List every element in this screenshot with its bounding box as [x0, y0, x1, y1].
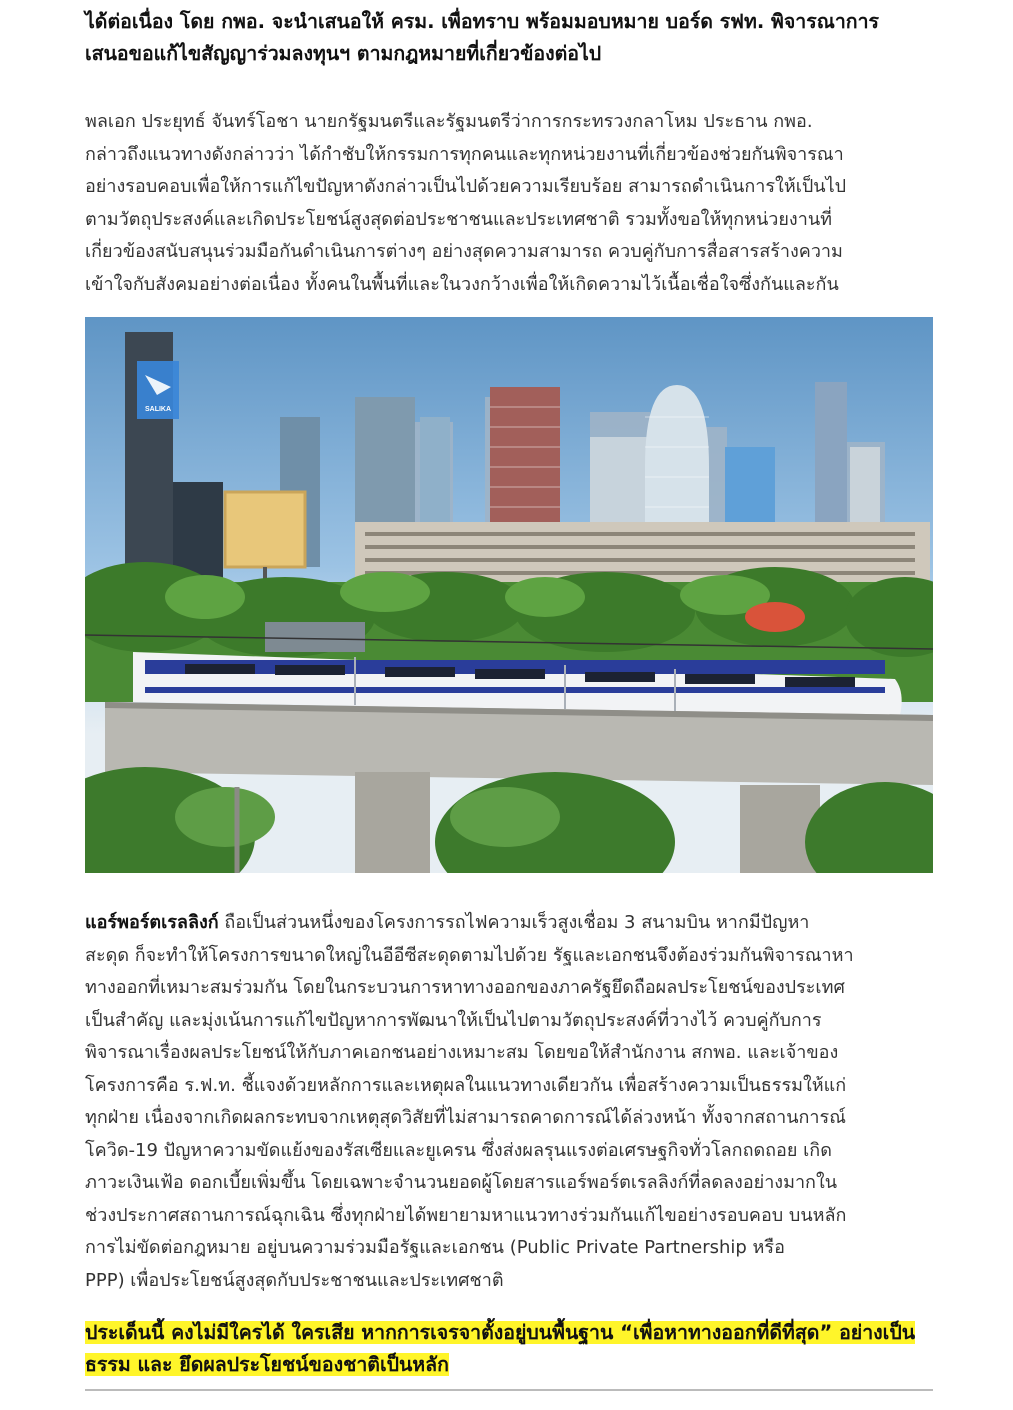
- lead-paragraph: [85, 0, 933, 70]
- highlight-line: ประเด็นนี้ คงไม่มีใครได้ ใครเสีย หากการเจรจาตั้งอยู่บนพื้นฐาน “เพื่อหาทางออกที่ดีที่สุด” อย่างเป็น: [85, 1321, 916, 1344]
- watermark-logo: SALIKA: [144, 406, 172, 413]
- text-line: เข้าใจกับสังคมอย่างต่อเนื่อง ทั้งคนในพื้นที่และในวงกว้างเพื่อให้เกิดความไว้เนื้อเชื่อใจซึ่งกันและกัน: [85, 273, 839, 295]
- text-line: เกี่ยวข้องสนับสนุนร่วมมือกันดำเนินการต่างๆ อย่างสุดความสามารถ ควบคู่กับการสื่อสารสร้างความ: [85, 241, 843, 262]
- paragraph-airport-rail-link: [85, 907, 933, 1297]
- text-line: ทุกฝ่าย เนื่องจากเกิดผลกระทบจากเหตุสุดวิสัยที่ไม่สามารถคาดการณ์ได้ล่วงหน้า ทั้งจากสถานการณ์: [85, 1107, 846, 1128]
- text-line: อย่างรอบคอบเพื่อให้การแก้ไขปัญหาดังกล่าวเป็นไปด้วยความเรียบร้อย สามารถดำเนินการให้เป็นไป: [85, 176, 847, 197]
- text-line: ภาวะเงินเฟ้อ ดอกเบี้ยเพิ่มขึ้น โดยเฉพาะจำนวนยอดผู้โดยสารแอร์พอร์ตเรลลิงก์ที่ลดลงอย่างมากใน: [85, 1172, 838, 1193]
- text-line: โครงการคือ ร.ฟ.ท. ชี้แจงด้วยหลักการและเหตุผลในแนวทางเดียวกัน เพื่อสร้างความเป็นธรรมให้แก่: [85, 1074, 847, 1096]
- paragraph-prayut-statement: [85, 106, 933, 301]
- airport-rail-link-photo: [85, 317, 933, 873]
- lead-line: เสนอขอแก้ไขสัญญาร่วมลงทุนฯ ตามกฎหมายที่เกี่ยวข้องต่อไป: [85, 42, 602, 65]
- text-line: ทางออกที่เหมาะสมร่วมกัน โดยในกระบวนการหาทางออกของภาครัฐยึดถือผลประโยชน์ของประเทศ: [85, 977, 845, 998]
- bold-term: แอร์พอร์ตเรลลิงก์: [85, 912, 219, 933]
- text-line: เป็นสำคัญ และมุ่งเน้นการแก้ไขปัญหาการพัฒนาให้เป็นไปตามวัตถุประสงค์ที่วางไว้ ควบคู่กับการ: [85, 1009, 822, 1031]
- text-line: กล่าวถึงแนวทางดังกล่าวว่า ได้กำชับให้กรรมการทุกคนและทุกหน่วยงานที่เกี่ยวข้องช่วยกันพิจารณา: [85, 143, 844, 165]
- lead-line: ได้ต่อเนื่อง โดย กพอ. จะนำเสนอให้ ครม. เพื่อทราบ พร้อมมอบหมาย บอร์ด รฟท. พิจารณาการ: [85, 10, 880, 33]
- text-line: โควิด-19 ปัญหาความขัดแย้งของรัสเซียและยูเครน ซึ่งส่งผลรุนแรงต่อเศรษฐกิจทั่วโลกถดถอย เกิด: [85, 1139, 832, 1161]
- section-divider: [85, 1389, 933, 1391]
- text-line: ช่วงประกาศสถานการณ์ฉุกเฉิน ซึ่งทุกฝ่ายได้พยายามหาแนวทางร่วมกันแก้ไขอย่างรอบคอบ บนหลัก: [85, 1204, 847, 1226]
- text-line: ถือเป็นส่วนหนึ่งของโครงการรถไฟความเร็วสูงเชื่อม 3 สนามบิน หากมีปัญหา: [218, 912, 810, 933]
- text-line: พิจารณาเรื่องผลประโยชน์ให้กับภาคเอกชนอย่างเหมาะสม โดยขอให้สำนักงาน สกพอ. และเจ้าของ: [85, 1042, 839, 1063]
- highlighted-conclusion: [85, 1317, 933, 1381]
- text-line: สะดุด ก็จะทำให้โครงการขนาดใหญ่ในอีอีซีสะดุดตามไปด้วย รัฐและเอกชนจึงต้องร่วมกันพิจารณาหา: [85, 944, 854, 966]
- text-line: ตามวัตถุประสงค์และเกิดประโยชน์สูงสุดต่อประชาชนและประเทศชาติ รวมทั้งขอให้ทุกหน่วยงานที่: [85, 208, 832, 230]
- highlight-line: ธรรม และ ยึดผลประโยชน์ของชาติเป็นหลัก: [85, 1353, 449, 1376]
- article-body: [85, 0, 933, 1391]
- text-line: พลเอก ประยุทธ์ จันทร์โอชา นายกรัฐมนตรีและรัฐมนตรีว่าการกระทรวงกลาโหม ประธาน กพอ.: [85, 111, 813, 132]
- text-line: การไม่ขัดต่อกฎหมาย อยู่บนความร่วมมือรัฐและเอกชน (Public Private Partnership หรือ: [85, 1237, 785, 1258]
- text-line: PPP) เพื่อประโยชน์สูงสุดกับประชาชนและประเทศชาติ: [85, 1269, 504, 1291]
